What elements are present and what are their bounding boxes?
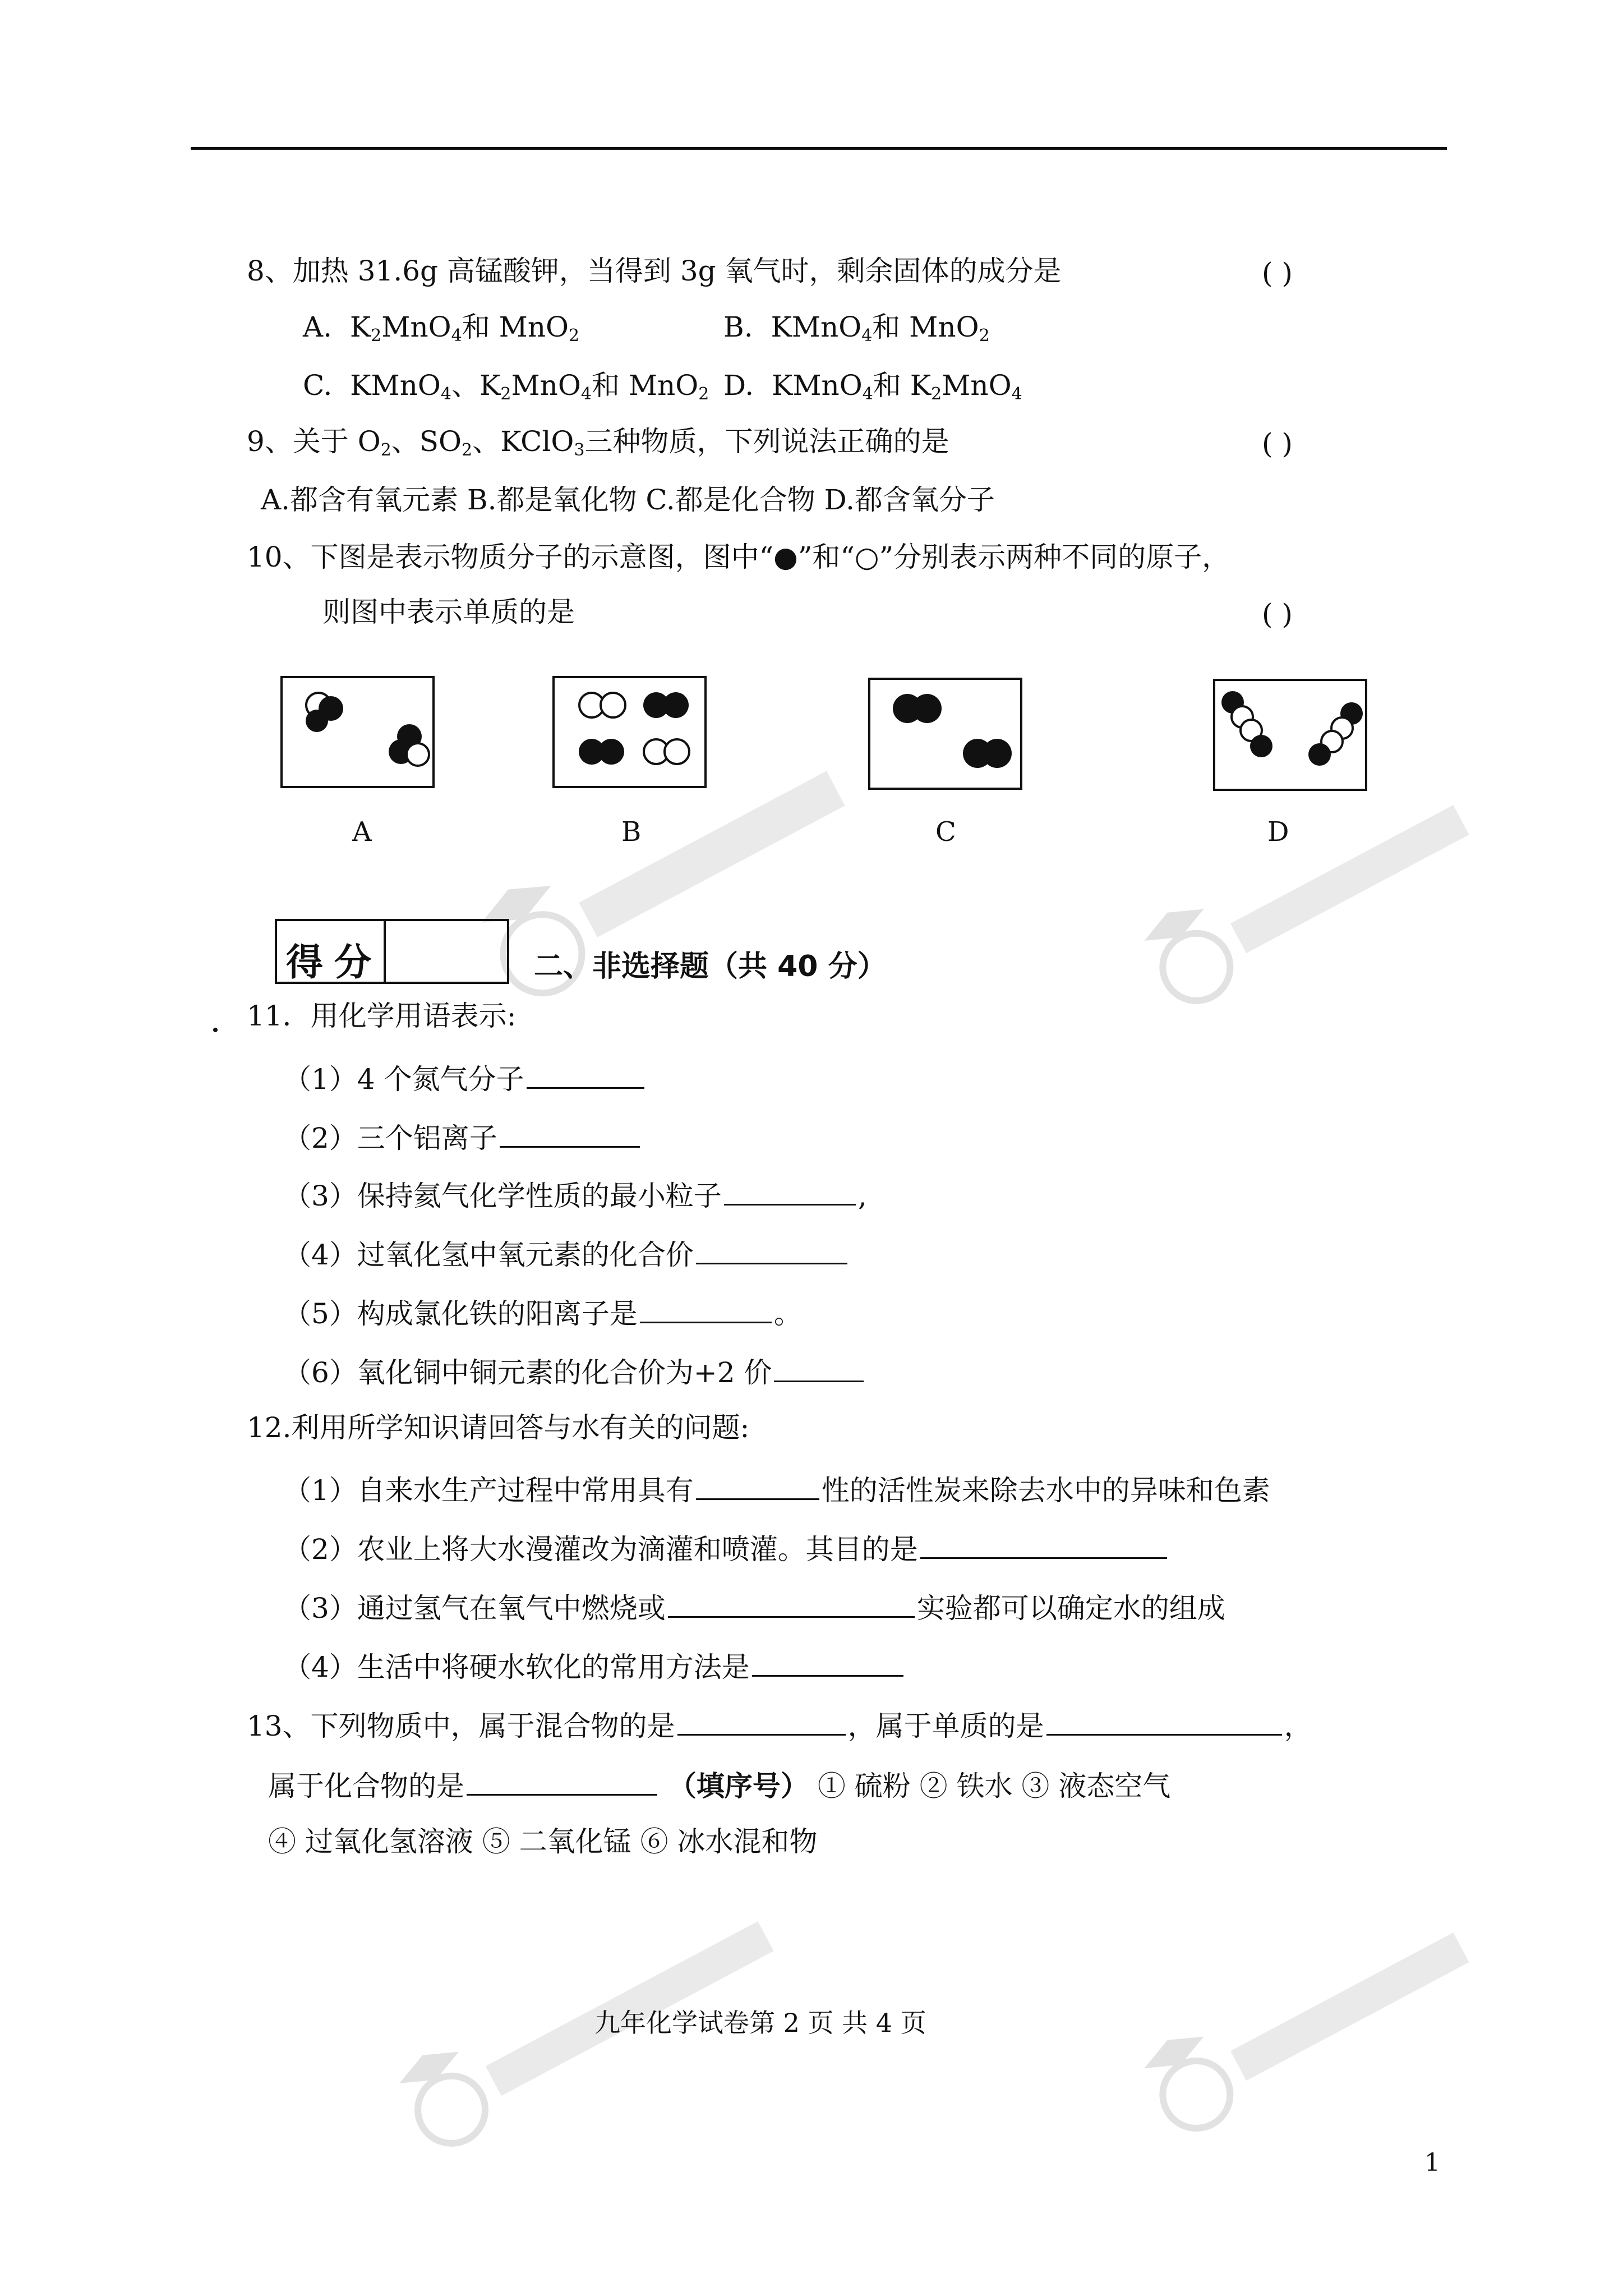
top-rule [191, 147, 1447, 150]
q8-answer-paren: ( ) [1262, 257, 1293, 289]
molecule-diagram-d [1213, 679, 1367, 791]
q8-option-d: D. KMnO$_4$和 $K_2MnO_4$ [723, 369, 1022, 404]
page-number: 1 [1424, 2148, 1440, 2177]
q8-option-a: A. $K_2MnO_4$和 MnO$_2$ [303, 311, 580, 346]
q8-option-b: B. KMnO$_4$和 MnO$_2$ [723, 311, 990, 346]
diagram-label-a: A [352, 816, 372, 848]
q10-answer-paren: ( ) [1262, 598, 1293, 631]
q10-stem-line2: 则图中表示单质的是 [322, 596, 575, 628]
molecule-diagram-b [552, 676, 707, 788]
q9-stem: 9、关于 $O_2$、$SO_2$、KClO$_3$三种物质，下列说法正确的是 [247, 425, 949, 460]
q11-item-6: （6）氧化铜中铜元素的化合价为+2 价 [283, 1355, 866, 1387]
score-label: 得分 [286, 940, 382, 984]
q13-line-2: 属于化合物的是 （填序号） ① 硫粉 ② 铁水 ③ 液态空气 [268, 1769, 1171, 1802]
q11-stem: 11．用化学用语表示: [247, 1000, 517, 1032]
q9-answer-paren: ( ) [1262, 427, 1293, 460]
q10-stem-line1: 10、下图是表示物质分子的示意图，图中“●”和“○”分别表示两种不同的原子， [247, 541, 1230, 573]
stray-dot [213, 1028, 218, 1032]
diagram-label-b: B [621, 816, 642, 848]
molecule-diagram-c [868, 678, 1022, 790]
q12-item-1: （1）自来水生产过程中常用具有 性的活性炭来除去水中的异味和色素 [283, 1473, 1270, 1504]
q8-option-c: C. KMnO$_4$、$K_2MnO_4$和 MnO$_2$ [303, 369, 709, 404]
diagram-label-d: D [1267, 816, 1289, 848]
q12-stem: 12.利用所学知识请回答与水有关的问题: [247, 1411, 750, 1444]
score-box-divider [384, 921, 386, 982]
q8-stem: 8、加热 31.6g 高锰酸钾，当得到 3g 氧气时，剩余固体的成分是 [247, 255, 1062, 287]
watermark-logo [1100, 1847, 1525, 2180]
q9-options: A.都含有氧元素 B.都是氧化物 C.都是化合物 D.都含氧分子 [261, 484, 995, 516]
q13-line-3: ④ 过氧化氢溶液 ⑤ 二氧化锰 ⑥ 冰水混和物 [268, 1825, 818, 1858]
q12-item-3: （3）通过氢气在氧气中燃烧或 实验都可以确定水的组成 [283, 1590, 1225, 1622]
q11-item-1: （1）4 个氮气分子 [283, 1061, 647, 1093]
molecule-diagram-a [280, 676, 435, 788]
q13-line-1: 13、下列物质中，属于混合物的是 ，属于单质的是 ， [247, 1708, 1312, 1740]
q12-item-2: （2）农业上将大水漫灌改为滴灌和喷灌。其目的是 [283, 1531, 1169, 1563]
q11-item-2: （2）三个铝离子 [283, 1120, 642, 1152]
diagram-label-c: C [935, 816, 956, 848]
q11-item-4: （4）过氧化氢中氧元素的化合价 [283, 1237, 850, 1269]
page-footer: 九年化学试卷第 2 页 共 4 页 [594, 2008, 926, 2038]
q11-item-5: （5）构成氯化铁的阳离子是 。 [283, 1296, 802, 1328]
section-title: 二、非选择题（共 40 分） [534, 950, 887, 983]
q12-item-4: （4）生活中将硬水软化的常用方法是 [283, 1649, 906, 1681]
q11-item-3: （3）保持氦气化学性质的最小粒子 , [283, 1178, 867, 1210]
score-box [275, 919, 509, 984]
